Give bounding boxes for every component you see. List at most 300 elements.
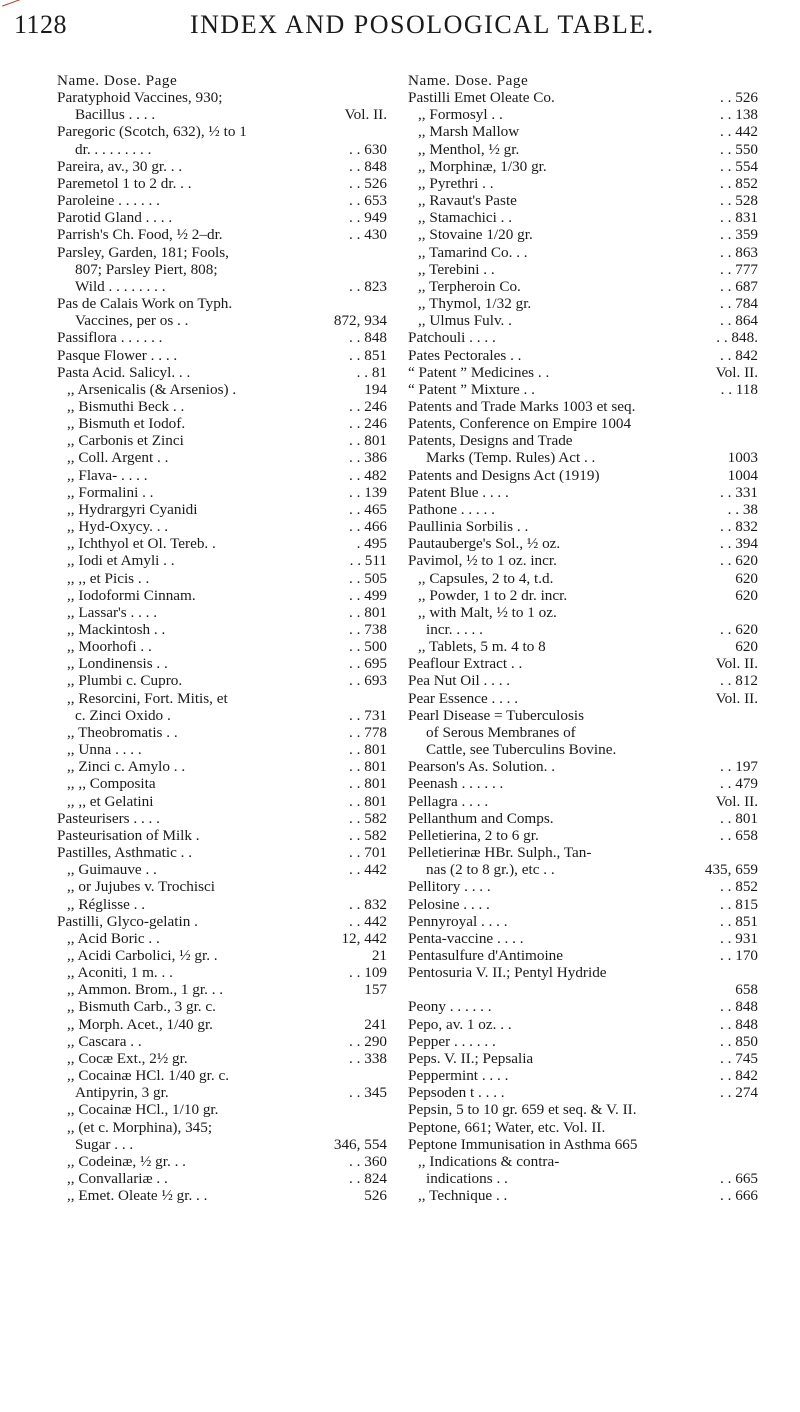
index-entry <box>408 570 758 587</box>
index-entry <box>57 347 387 364</box>
index-entry <box>57 1187 387 1204</box>
entry-text: dr. . . . . . . . . <box>75 140 152 158</box>
entry-text: Pas de Calais Work on Typh. <box>57 295 233 313</box>
index-entry <box>57 947 387 964</box>
entry-text: ,, (et c. Morphina), 345; <box>67 1118 213 1136</box>
entry-text: ,, Cocainæ HCl., 1/10 gr. <box>67 1101 219 1119</box>
entry-text: ,, Acid Boric . . <box>67 929 160 947</box>
entry-page-ref: . . 831 <box>720 209 758 227</box>
index-entry <box>57 364 387 381</box>
index-entry <box>408 998 758 1015</box>
entry-page-ref: . . 138 <box>720 106 758 124</box>
entry-text: ,, Stovaine 1/20 gr. <box>418 226 533 244</box>
entry-text: Pepo, av. 1 oz. . . <box>408 1015 512 1033</box>
entry-page-ref: . . 274 <box>720 1084 758 1102</box>
index-entry <box>57 1119 387 1136</box>
index-entry <box>57 775 387 792</box>
index-entry <box>57 552 387 569</box>
entry-text: Wild . . . . . . . . <box>75 277 166 295</box>
entry-page-ref: . . 738 <box>349 621 387 638</box>
entry-page-ref: . . 851 <box>720 912 758 930</box>
index-entry <box>408 827 758 844</box>
index-entry <box>57 518 387 535</box>
entry-text: ,, Mackintosh . . <box>67 621 166 638</box>
entry-text: ,, Tablets, 5 m. 4 to 8 <box>418 638 546 656</box>
entry-text: 807; Parsley Piert, 808; <box>75 260 218 278</box>
index-entry <box>408 793 758 810</box>
entry-text: ,, Capsules, 2 to 4, t.d. <box>418 569 554 587</box>
index-entry <box>408 672 758 689</box>
index-entry <box>408 604 758 621</box>
entry-page-ref: . . 526 <box>720 89 758 107</box>
entry-text: Patents and Trade Marks 1003 et seq. <box>408 397 636 415</box>
index-entry <box>57 998 387 1015</box>
entry-text: Pellanthum and Comps. <box>408 809 554 827</box>
entry-page-ref: . . 338 <box>349 1049 387 1067</box>
entry-page-ref: . . 118 <box>720 380 758 398</box>
entry-text: ,, ,, Composita <box>67 775 156 793</box>
index-entry <box>408 347 758 364</box>
index-entry <box>408 398 758 415</box>
entry-text: ,, Plumbi c. Cupro. <box>67 672 183 690</box>
index-entry <box>57 655 387 672</box>
index-entry <box>408 106 758 123</box>
index-entry <box>57 638 387 655</box>
index-entry <box>408 775 758 792</box>
entry-text: Vaccines, per os . . <box>75 312 189 330</box>
index-entry <box>57 141 387 158</box>
entry-text: Pautauberge's Sol., ½ oz. <box>408 535 561 553</box>
index-entry <box>408 655 758 672</box>
index-entry <box>408 1084 758 1101</box>
entry-page-ref: . 495 <box>356 535 387 553</box>
entry-text: Paullinia Sorbilis . . <box>408 518 529 536</box>
entry-page-ref: . . 630 <box>349 140 387 158</box>
entry-page-ref: . . 852 <box>720 878 758 896</box>
index-entry <box>408 226 758 243</box>
entry-page-ref: . . 731 <box>349 706 387 724</box>
entry-page-ref: . . 465 <box>349 500 387 518</box>
entry-page-ref: 12, 442 <box>341 929 387 947</box>
entry-text: Pennyroyal . . . . <box>408 912 508 930</box>
index-entry <box>408 981 758 998</box>
entry-page-ref: . . 500 <box>349 638 387 656</box>
entry-text: Patent Blue . . . . <box>408 483 509 501</box>
index-entry <box>57 449 387 466</box>
entry-text: ,, Emet. Oleate ½ gr. . . <box>67 1187 208 1205</box>
index-entry <box>408 432 758 449</box>
entry-page-ref: . . 109 <box>349 964 387 982</box>
index-entry <box>408 741 758 758</box>
entry-text: Passiflora . . . . . . <box>57 329 163 347</box>
entry-text: ,, Menthol, ½ gr. <box>418 140 520 158</box>
index-entry <box>57 604 387 621</box>
entry-page-ref: . . 815 <box>720 895 758 913</box>
corner-pen-mark <box>0 0 44 7</box>
entry-text: Pearl Disease = Tuberculosis <box>408 706 585 724</box>
entry-page-ref: . . 360 <box>349 1152 387 1170</box>
entry-page-ref: 21 <box>371 946 387 964</box>
entry-page-ref: . . 526 <box>349 174 387 192</box>
entry-page-ref: . . 832 <box>349 895 387 913</box>
entry-page-ref: . . 801 <box>349 775 387 793</box>
entry-page-ref: . . 479 <box>720 775 758 793</box>
entry-text: Antipyrin, 3 gr. <box>75 1084 169 1102</box>
entry-page-ref: Vol. II. <box>715 792 758 810</box>
index-entry <box>57 810 387 827</box>
entry-page-ref: . . 359 <box>720 226 758 244</box>
entry-text: Pasta Acid. Salicyl. . . <box>57 363 191 381</box>
entry-text: Pavimol, ½ to 1 oz. incr. <box>408 552 557 570</box>
index-entry <box>408 1101 758 1118</box>
entry-text: “ Patent ” Mixture . . <box>408 380 535 398</box>
entry-text: ,, Thymol, 1/32 gr. <box>418 295 532 313</box>
entry-text: ,, Ichthyol et Ol. Tereb. . <box>67 535 216 553</box>
index-entry <box>408 1067 758 1084</box>
index-entry <box>57 707 387 724</box>
entry-page-ref: 1004 <box>727 466 758 484</box>
entry-text: ,, Ammon. Brom., 1 gr. . . <box>67 981 224 999</box>
entry-text: ,, Coll. Argent . . <box>67 449 169 467</box>
entry-text: Pasque Flower . . . . <box>57 346 178 364</box>
index-entry <box>57 793 387 810</box>
index-entry <box>57 175 387 192</box>
entry-page-ref: . . 582 <box>349 826 387 844</box>
index-entry <box>57 329 387 346</box>
entry-text: ,, ,, et Picis . . <box>67 569 150 587</box>
entry-text: ,, Bismuth Carb., 3 gr. c. <box>67 998 216 1016</box>
entry-text: Pastilli Emet Oleate Co. <box>408 89 555 107</box>
entry-page-ref: . . 801 <box>720 809 758 827</box>
entry-page-ref: . . 246 <box>349 415 387 433</box>
entry-page-ref: 658 <box>735 981 758 999</box>
entry-page-ref: 346, 554 <box>333 1135 387 1153</box>
entry-text: ,, Formalini . . <box>67 483 154 501</box>
index-entry <box>408 587 758 604</box>
index-entry <box>408 123 758 140</box>
entry-page-ref: . . 290 <box>349 1032 387 1050</box>
entry-page-ref: 620 <box>735 638 758 656</box>
index-entry <box>408 209 758 226</box>
index-entry <box>408 535 758 552</box>
entry-text: Peaflour Extract . . <box>408 655 523 673</box>
index-entry <box>57 1084 387 1101</box>
index-entry <box>408 381 758 398</box>
index-entry <box>57 913 387 930</box>
entry-text: ,, Zinci c. Amylo . . <box>67 758 186 776</box>
entry-page-ref: . . 620 <box>720 552 758 570</box>
entry-text: ,, Ulmus Fulv. . <box>418 312 512 330</box>
index-entry <box>57 312 387 329</box>
entry-page-ref: . . 824 <box>349 1170 387 1187</box>
page-number: 1128 <box>14 10 68 39</box>
entry-text: Patents and Designs Act (1919) <box>408 466 600 484</box>
entry-text: ,, Iodi et Amyli . . <box>67 552 175 570</box>
entry-text: of Serous Membranes of <box>426 723 576 741</box>
entry-text: Parsley, Garden, 181; Fools, <box>57 243 229 261</box>
entry-text: Pates Pectorales . . <box>408 346 522 364</box>
index-entry <box>408 89 758 106</box>
entry-text: ,, Réglisse . . <box>67 895 146 913</box>
entry-page-ref: Vol. II. <box>715 363 758 381</box>
entry-page-ref: . . 442 <box>720 123 758 141</box>
entry-text: Pelletierinæ HBr. Sulph., Tan- <box>408 844 592 862</box>
entry-page-ref: . . 931 <box>720 929 758 947</box>
entry-page-ref: . . 801 <box>349 432 387 450</box>
entry-page-ref: . . 197 <box>720 758 758 776</box>
index-entry <box>408 175 758 192</box>
entry-text: Parotid Gland . . . . <box>57 209 173 227</box>
index-entry <box>57 261 387 278</box>
entry-text: Pepsin, 5 to 10 gr. 659 et seq. & V. II. <box>408 1101 637 1119</box>
entry-text: Peenash . . . . . . <box>408 775 504 793</box>
index-entry <box>57 106 387 123</box>
entry-page-ref: 241 <box>364 1015 387 1033</box>
index-entry <box>408 449 758 466</box>
entry-page-ref: . . 949 <box>349 209 387 227</box>
entry-text: ,, Londinensis . . <box>67 655 168 673</box>
entry-page-ref: . . 550 <box>720 140 758 158</box>
index-entry <box>57 964 387 981</box>
entry-text: Pentasulfure d'Antimoine <box>408 946 564 964</box>
entry-page-ref: . . 848 <box>720 1015 758 1033</box>
index-entry <box>408 192 758 209</box>
entry-text: Pearson's As. Solution. . <box>408 758 556 776</box>
index-entry <box>408 913 758 930</box>
index-entry <box>57 621 387 638</box>
index-entry <box>408 861 758 878</box>
entry-page-ref: . . 442 <box>349 861 387 879</box>
entry-text: Pear Essence . . . . <box>408 689 519 707</box>
entry-text: Paratyphoid Vaccines, 930; <box>57 89 223 107</box>
entry-text: ,, Stamachici . . <box>418 209 513 227</box>
index-entry <box>57 535 387 552</box>
entry-text: ,, Guimauve . . <box>67 861 157 879</box>
entry-page-ref: . . 701 <box>349 844 387 862</box>
entry-page-ref: . . 801 <box>349 741 387 759</box>
index-entry <box>408 758 758 775</box>
index-entry <box>57 587 387 604</box>
entry-page-ref: . . 801 <box>349 603 387 621</box>
entry-text: Peptone Immunisation in Asthma 665 <box>408 1135 638 1153</box>
entry-text: ,, Carbonis et Zinci <box>67 432 184 450</box>
entry-text: ,, Hydrargyri Cyanidi <box>67 500 198 518</box>
entry-text: ,, Cocainæ HCl. 1/40 gr. c. <box>67 1067 229 1085</box>
index-entry <box>408 1187 758 1204</box>
entry-page-ref: . . 386 <box>349 449 387 467</box>
entry-text: ,, Formosyl . . <box>418 106 503 124</box>
entry-page-ref: . . 695 <box>349 655 387 673</box>
entry-page-ref: . . 863 <box>720 243 758 261</box>
index-entry <box>408 1119 758 1136</box>
entry-page-ref: 157 <box>364 981 387 999</box>
entry-page-ref: Vol. II. <box>715 689 758 707</box>
index-entry <box>57 1016 387 1033</box>
entry-text: ,, Terebini . . <box>418 260 495 278</box>
entry-text: ,, Theobromatis . . <box>67 723 178 741</box>
index-entry <box>408 244 758 261</box>
entry-page-ref: 872, 934 <box>333 312 387 330</box>
index-entry <box>408 518 758 535</box>
index-entry <box>57 1136 387 1153</box>
entry-text: ,, Moorhofi . . <box>67 638 152 656</box>
entry-text: ,, Flava- . . . . <box>67 466 148 484</box>
entry-page-ref: . . 665 <box>720 1170 758 1187</box>
entry-text: Paregoric (Scotch, 632), ½ to 1 <box>57 123 247 141</box>
index-entry <box>57 1101 387 1118</box>
entry-page-ref: 526 <box>364 1187 387 1205</box>
entry-page-ref: 620 <box>735 569 758 587</box>
entry-text: ,, Technique . . <box>418 1187 508 1205</box>
index-entry <box>57 192 387 209</box>
entry-text: ,, Morph. Acet., 1/40 gr. <box>67 1015 213 1033</box>
entry-page-ref: . . 658 <box>720 826 758 844</box>
entry-page-ref: 435, 659 <box>704 861 758 879</box>
entry-text: Patchouli . . . . <box>408 329 496 347</box>
index-entry <box>57 672 387 689</box>
index-entry <box>408 415 758 432</box>
index-entry <box>57 415 387 432</box>
index-entry <box>57 896 387 913</box>
entry-text: ,, Iodoformi Cinnam. <box>67 586 196 604</box>
entry-page-ref: . . 852 <box>720 174 758 192</box>
entry-text: Pelletierina, 2 to 6 gr. <box>408 826 539 844</box>
entry-page-ref: . . 331 <box>720 483 758 501</box>
index-entry <box>57 1050 387 1067</box>
entry-text: ,, Arsenicalis (& Arsenios) . <box>67 380 237 398</box>
index-entry <box>408 295 758 312</box>
entry-text: Pelosine . . . . <box>408 895 490 913</box>
entry-text: Pea Nut Oil . . . . <box>408 672 511 690</box>
index-entry <box>57 1170 387 1187</box>
index-entry <box>57 226 387 243</box>
entry-text: Pareira, av., 30 gr. . . <box>57 157 183 175</box>
entry-page-ref: . . 511 <box>349 552 387 570</box>
entry-text: Pastilli, Glyco-gelatin . <box>57 912 198 930</box>
entry-text: ,, Hyd-Oxycy. . . <box>67 518 169 536</box>
index-entry <box>57 432 387 449</box>
entry-text: ,, Morphinæ, 1/30 gr. <box>418 157 547 175</box>
index-entry <box>408 312 758 329</box>
index-entry <box>408 329 758 346</box>
column-header <box>57 72 387 89</box>
entry-page-ref: . . 38 <box>727 500 758 518</box>
entry-page-ref: . . 848. <box>716 329 758 347</box>
entry-text: ,, Bismuthi Beck . . <box>67 397 185 415</box>
index-entry <box>57 861 387 878</box>
entry-text: ,, Aconiti, 1 m. . . <box>67 964 173 982</box>
index-entry <box>408 141 758 158</box>
entry-text: Pasteurisers . . . . <box>57 809 160 827</box>
entry-text: Pathone . . . . . <box>408 500 495 518</box>
index-entry <box>408 878 758 895</box>
entry-page-ref: . . 394 <box>720 535 758 553</box>
entry-text: ,, Cocæ Ext., 2½ gr. <box>67 1049 188 1067</box>
entry-text: Pentosuria V. II.; Pentyl Hydride <box>408 964 607 982</box>
entry-text: Patents, Designs and Trade <box>408 432 573 450</box>
entry-page-ref: . . 620 <box>720 621 758 638</box>
entry-page-ref: Vol. II. <box>715 655 758 673</box>
index-entry <box>57 1153 387 1170</box>
index-entry <box>57 123 387 140</box>
index-entry <box>57 981 387 998</box>
entry-page-ref: . . 842 <box>720 346 758 364</box>
index-entry <box>57 1067 387 1084</box>
entry-page-ref: . . 505 <box>349 569 387 587</box>
index-entry <box>57 244 387 261</box>
entry-page-ref: . . 832 <box>720 518 758 536</box>
entry-page-ref: . . 784 <box>720 295 758 313</box>
entry-text: ,, Convallariæ . . <box>67 1170 168 1187</box>
entry-text: indications . . <box>426 1170 508 1187</box>
index-entry <box>408 1136 758 1153</box>
entry-text: Pellitory . . . . <box>408 878 491 896</box>
index-entry <box>57 690 387 707</box>
index-entry <box>57 1033 387 1050</box>
entry-text: ,, Acidi Carbolici, ½ gr. . <box>67 946 218 964</box>
entry-page-ref: . . 170 <box>720 946 758 964</box>
index-entry <box>408 964 758 981</box>
left-index-column <box>57 72 387 1204</box>
entry-page-ref: . . 81 <box>356 363 387 381</box>
index-entry <box>408 158 758 175</box>
entry-page-ref: . . 482 <box>349 466 387 484</box>
entry-text: ,, Indications & contra- <box>418 1152 560 1170</box>
entry-text: Parrish's Ch. Food, ½ 2–dr. <box>57 226 223 244</box>
entry-text: ,, Pyrethri . . <box>418 174 494 192</box>
right-index-column <box>408 72 758 1204</box>
entry-page-ref: . . 848 <box>349 329 387 347</box>
entry-text: ,, Powder, 1 to 2 dr. incr. <box>418 586 568 604</box>
index-entry <box>57 844 387 861</box>
index-entry <box>57 827 387 844</box>
entry-text: ,, Tamarind Co. . . <box>418 243 528 261</box>
index-entry <box>57 930 387 947</box>
index-entry <box>408 724 758 741</box>
entry-page-ref: . . 554 <box>720 157 758 175</box>
entry-page-ref: . . 864 <box>720 312 758 330</box>
entry-page-ref: 194 <box>364 380 387 398</box>
index-entry <box>57 724 387 741</box>
index-entry <box>408 501 758 518</box>
index-entry <box>408 467 758 484</box>
index-entry <box>57 158 387 175</box>
entry-text: Pastilles, Asthmatic . . <box>57 844 192 862</box>
entry-text: ,, or Jujubes v. Trochisci <box>67 878 215 896</box>
entry-text: “ Patent ” Medicines . . <box>408 363 550 381</box>
entry-page-ref: . . 778 <box>349 723 387 741</box>
entry-text: Cattle, see Tuberculins Bovine. <box>426 741 617 759</box>
index-entry <box>57 398 387 415</box>
index-entry <box>408 690 758 707</box>
entry-page-ref: . . 693 <box>349 672 387 690</box>
index-entry <box>408 621 758 638</box>
entry-text: ,, Terpheroin Co. <box>418 277 521 295</box>
entry-text: ,, Codeinæ, ½ gr. . . <box>67 1152 186 1170</box>
entry-page-ref: . . 442 <box>349 912 387 930</box>
entry-text: Peps. V. II.; Pepsalia <box>408 1049 534 1067</box>
index-entry <box>408 810 758 827</box>
entry-page-ref: . . 823 <box>349 277 387 295</box>
index-entry <box>408 707 758 724</box>
index-entry <box>408 844 758 861</box>
entry-page-ref: . . 653 <box>349 192 387 210</box>
index-entry <box>408 552 758 569</box>
entry-page-ref: . . 848 <box>720 998 758 1016</box>
index-entry <box>57 741 387 758</box>
entry-text: ,, Marsh Mallow <box>418 123 520 141</box>
index-entry <box>408 278 758 295</box>
